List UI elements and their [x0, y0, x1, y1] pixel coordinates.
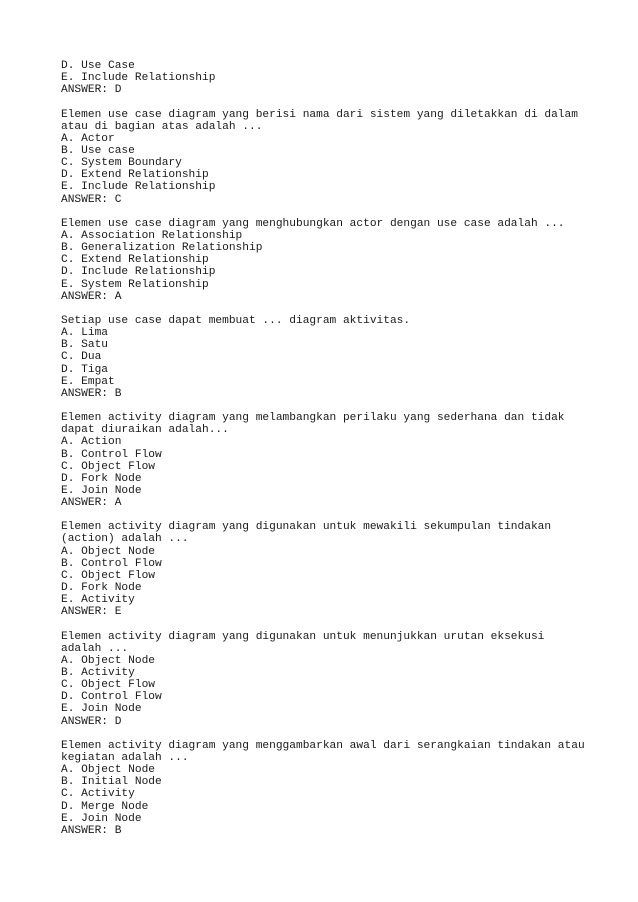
answer-option: E. System Relationship [61, 278, 209, 291]
answer-option: D. Use Case [61, 60, 135, 72]
answer-key: ANSWER: D [61, 715, 122, 728]
answer-option: D. Fork Node [61, 472, 142, 485]
question-block [61, 412, 621, 509]
answer-option: B. Generalization Relationship [61, 242, 263, 255]
answer-option: D. Merge Node [61, 800, 149, 813]
answer-key: ANSWER: C [61, 193, 122, 206]
block-spacer [61, 206, 621, 218]
answer-option: B. Control Flow [61, 557, 162, 570]
answer-option: C. Object Flow [61, 569, 155, 582]
document-page [61, 60, 621, 837]
question-text-line: Elemen activity diagram yang digunakan untuk mewakili sekumpulan tindakan [61, 521, 552, 534]
block-spacer [61, 509, 621, 521]
answer-key: ANSWER: B [61, 824, 122, 837]
question-text-line: adalah ... [61, 642, 129, 655]
answer-option: A. Object Node [61, 764, 155, 777]
question-block [61, 740, 621, 837]
answer-option: C. Activity [61, 788, 135, 801]
answer-key: ANSWER: E [61, 606, 122, 619]
answer-option: A. Object Node [61, 654, 155, 667]
answer-option: E. Empat [61, 375, 115, 388]
block-spacer [61, 96, 621, 108]
question-text-line: Elemen activity diagram yang digunakan untuk menunjukkan urutan eksekusi [61, 630, 545, 643]
answer-option: E. Join Node [61, 703, 142, 716]
answer-key: ANSWER: A [61, 290, 122, 303]
answer-option: A. Association Relationship [61, 229, 243, 242]
answer-option: C. Extend Relationship [61, 254, 209, 267]
question-text-line: (action) adalah ... [61, 533, 189, 546]
question-block [61, 60, 621, 96]
answer-option: B. Use case [61, 144, 135, 157]
question-text-line: dapat diuraikan adalah... [61, 424, 229, 437]
answer-key: ANSWER: A [61, 497, 122, 510]
question-text-line: kegiatan adalah ... [61, 752, 189, 765]
answer-option: C. Dua [61, 351, 102, 364]
block-spacer [61, 728, 621, 740]
question-text-line: Elemen use case diagram yang berisi nama dari sistem yang diletakkan di dalam [61, 108, 578, 121]
answer-option: E. Join Node [61, 484, 142, 497]
answer-option: D. Tiga [61, 363, 108, 376]
answer-option: A. Lima [61, 327, 108, 340]
answer-option: A. Action [61, 436, 122, 449]
question-text-line: Elemen use case diagram yang menghubungkan actor dengan use case adalah ... [61, 217, 565, 230]
block-spacer [61, 400, 621, 412]
question-block [61, 315, 621, 400]
question-block [61, 109, 621, 206]
answer-option: D. Extend Relationship [61, 169, 209, 182]
answer-option: E. Join Node [61, 812, 142, 825]
question-text-line: Elemen activity diagram yang menggambarkan awal dari serangkaian tindakan atau [61, 739, 585, 752]
question-block [61, 218, 621, 303]
answer-option: B. Satu [61, 339, 108, 352]
answer-option: C. System Boundary [61, 157, 182, 170]
answer-option: D. Control Flow [61, 691, 162, 704]
block-spacer [61, 618, 621, 630]
answer-option: E. Activity [61, 594, 135, 607]
answer-option: C. Object Flow [61, 679, 155, 692]
answer-option: A. Object Node [61, 545, 155, 558]
question-block [61, 521, 621, 618]
answer-option: A. Actor [61, 132, 115, 145]
question-text-line: Setiap use case dapat membuat ... diagram aktivitas. [61, 314, 411, 327]
answer-option: B. Initial Node [61, 776, 162, 789]
question-text-line: Elemen activity diagram yang melambangkan perilaku yang sederhana dan tidak [61, 412, 565, 425]
answer-key: ANSWER: B [61, 387, 122, 400]
block-spacer [61, 303, 621, 315]
answer-option: D. Include Relationship [61, 266, 216, 279]
answer-option: E. Include Relationship [61, 72, 216, 85]
question-text-line: atau di bagian atas adalah ... [61, 120, 263, 133]
answer-option: B. Control Flow [61, 448, 162, 461]
answer-option: C. Object Flow [61, 460, 155, 473]
answer-option: B. Activity [61, 667, 135, 680]
question-block [61, 631, 621, 728]
answer-key: ANSWER: D [61, 84, 122, 97]
answer-option: E. Include Relationship [61, 181, 216, 194]
answer-option: D. Fork Node [61, 582, 142, 595]
